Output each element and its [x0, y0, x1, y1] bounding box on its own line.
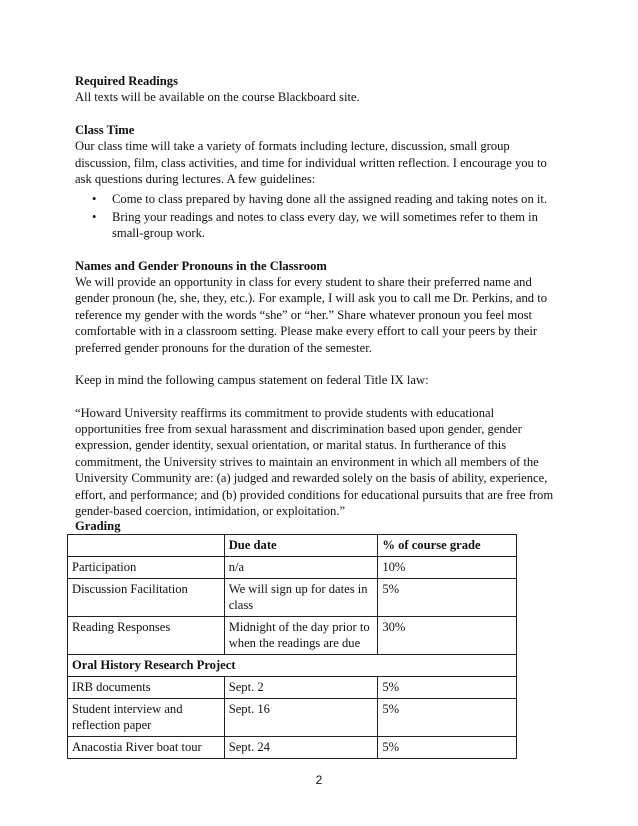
table-cell: We will sign up for dates in class [224, 579, 378, 617]
table-cell: 10% [378, 557, 517, 579]
list-item [75, 209, 555, 242]
bullet-icon: • [92, 192, 97, 207]
table-cell: Student interview and reflection paper [68, 699, 225, 737]
table-cell: Sept. 2 [224, 677, 378, 699]
table-cell: 5% [378, 579, 517, 617]
table-row [68, 737, 517, 759]
title-ix-intro [75, 372, 555, 388]
column-header: % of course grade [378, 535, 517, 557]
pronouns-heading: Names and Gender Pronouns in the Classroom [75, 258, 327, 273]
table-cell: Reading Responses [68, 617, 225, 655]
table-cell: Discussion Facilitation [68, 579, 225, 617]
bullet-icon: • [92, 209, 97, 224]
table-cell: 5% [378, 737, 517, 759]
table-row [68, 699, 517, 737]
pronouns-section [75, 258, 555, 356]
grading-heading: Grading [75, 519, 121, 533]
quote-text: “Howard University reaffirms its commitment to provide students with educational opportunities free from sexual harassment and discrimination based upon gender, gender expression, gender identity, sexual orientation, or marital status. In furtherance of this commitment, the University strives to maintain an environment in which all members of the University Community are: (a) judged and rewarded solely on the basis of ability, experience, effort, and performance; and (b) provided conditions for educational pursuits that are free from gender-based coercion, intimidation, or exploitation.” [75, 405, 554, 518]
table-cell: 5% [378, 699, 517, 737]
table-row [68, 557, 517, 579]
column-header: Due date [224, 535, 378, 557]
guidelines-list [75, 191, 555, 241]
list-item [75, 191, 555, 207]
table-row [68, 579, 517, 617]
table-cell: IRB documents [68, 677, 225, 699]
pronouns-text: We will provide an opportunity in class for every student to share their preferred name and gender pronoun (he, she, they, etc.). For example, I will ask you to call me Dr. Perkins, and to reference my gender with the words “she” or “her.” Share whatever pronoun you feel most comfortable with in a classroom setting. Please make every effort to call your peers by their preferred gender pronouns for the duration of the semester. [75, 275, 548, 355]
grading-section [67, 518, 519, 759]
section-label: Oral History Research Project [68, 655, 517, 677]
table-row [68, 677, 517, 699]
guideline-text: Bring your readings and notes to class every day, we will sometimes refer to them in small-group work. [112, 209, 538, 241]
guideline-text: Come to class prepared by having done all the assigned reading and taking notes on it. [112, 192, 548, 207]
table-section-row [68, 655, 517, 677]
table-row [68, 617, 517, 655]
class-time-text: Our class time will take a variety of formats including lecture, discussion, small group discussion, film, class activities, and time for individual written reflection. I encourage you to ask questions during lectures. A few guidelines: [75, 139, 547, 187]
table-cell: Sept. 16 [224, 699, 378, 737]
class-time-section [75, 122, 555, 242]
table-cell: Participation [68, 557, 225, 579]
table-cell: 5% [378, 677, 517, 699]
column-header [68, 535, 225, 557]
table-cell: Anacostia River boat tour [68, 737, 225, 759]
table-cell: Sept. 24 [224, 737, 378, 759]
table-header-row [68, 535, 517, 557]
required-readings-section [75, 73, 555, 106]
page-number: 2 [315, 773, 323, 787]
table-cell: 30% [378, 617, 517, 655]
document-body [75, 73, 555, 535]
grading-table [67, 534, 517, 759]
title-ix-quote [75, 405, 555, 520]
keep-in-mind-text: Keep in mind the following campus statement on federal Title IX law: [75, 373, 429, 388]
class-time-heading: Class Time [75, 122, 135, 137]
required-readings-heading: Required Readings [75, 74, 178, 88]
table-cell: Midnight of the day prior to when the readings are due [224, 617, 378, 655]
table-cell: n/a [224, 557, 378, 579]
required-readings-text: All texts will be available on the course Blackboard site. [75, 90, 360, 105]
